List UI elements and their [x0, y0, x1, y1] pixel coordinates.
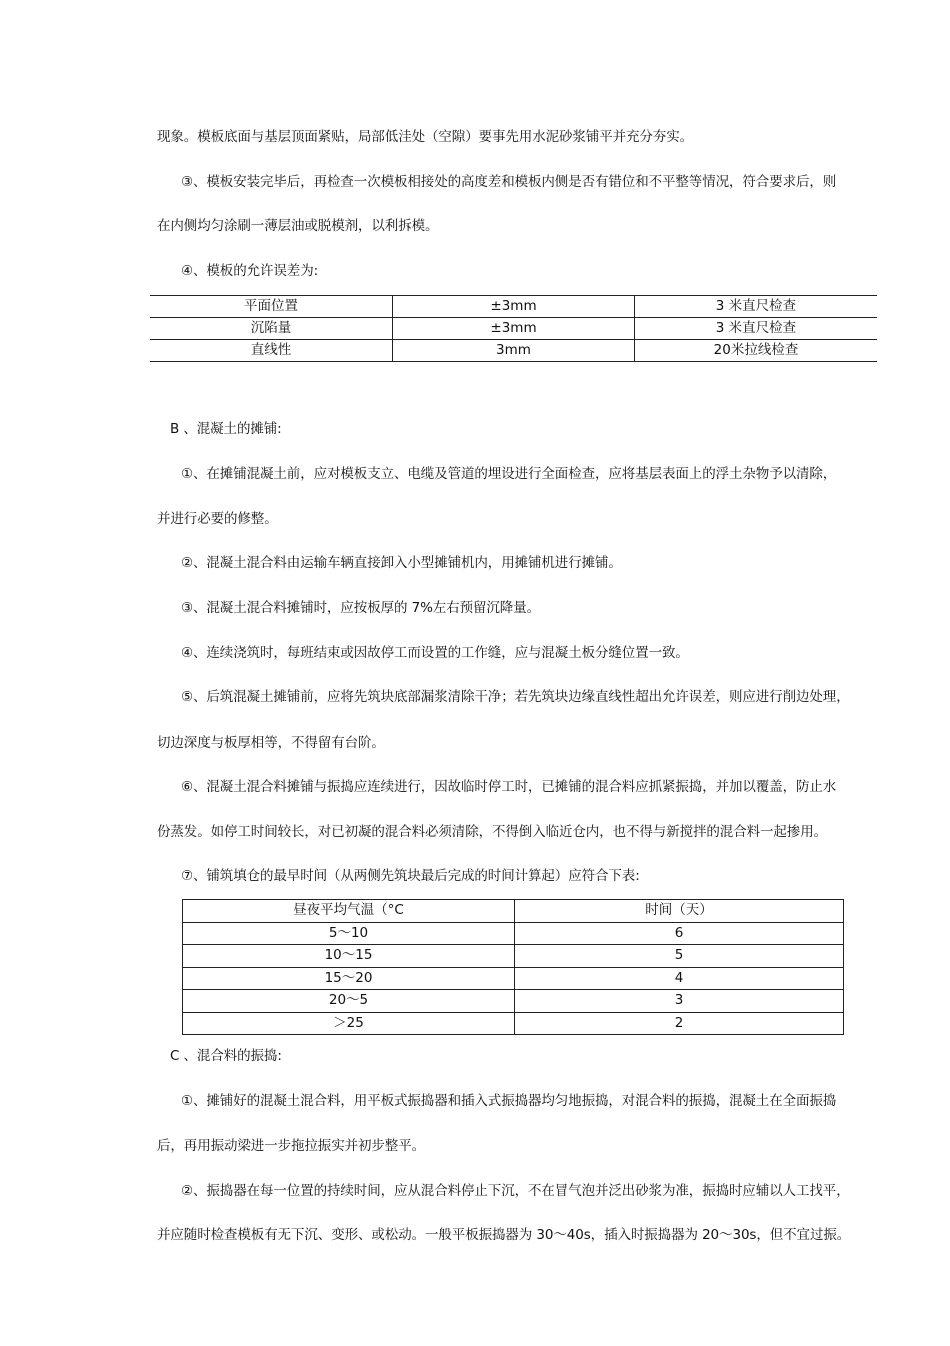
paragraph-line: ③、模板安装完毕后，再检查一次模板相接处的高度差和模板内侧是否有错位和不平整等情况，符合要求后，则: [181, 174, 837, 190]
table-cell: 直线性: [150, 340, 393, 362]
table-row: [183, 945, 844, 968]
paragraph-line: ②、混凝土混合料由运输车辆直接卸入小型摊铺机内，用摊铺机进行摊铺。: [181, 555, 622, 571]
table-row: [183, 922, 844, 945]
table-cell: 3mm: [393, 340, 635, 362]
table-cell: 10～15: [183, 945, 515, 968]
paragraph-line: 并应随时检查模板有无下沉、变形、或松动。一般平板振捣器为 30～40s，插入时振捣器为 20～30s，但不宜过振。: [157, 1227, 851, 1243]
paragraph-line: ①、摊铺好的混凝土混合料，用平板式振捣器和插入式振捣器均匀地振捣，对混合料的振捣，混凝土在全面振捣: [181, 1093, 837, 1109]
table-cell: 15～20: [183, 967, 515, 990]
table-cell: ＞25: [183, 1012, 515, 1035]
table-row: [150, 318, 877, 340]
paragraph-line: ②、振捣器在每一位置的持续时间，应从混合料停止下沉，不在冒气泡并泛出砂浆为准，振捣时应辅以人工找平，: [181, 1183, 850, 1199]
paragraph-line: ④、模板的允许误差为:: [181, 263, 319, 279]
paragraph-line: 在内侧均匀涂刷一薄层油或脱模剂，以利拆模。: [157, 218, 439, 234]
table-cell: ±3mm: [393, 296, 635, 318]
section-heading: C 、混合料的振捣:: [170, 1048, 282, 1064]
table-cell: 20～5: [183, 990, 515, 1013]
table-cell: 3 米直尺检查: [635, 296, 878, 318]
paragraph-line: 现象。模板底面与基层顶面紧贴，局部低洼处（空隙）要事先用水泥砂浆铺平并充分夯实。: [157, 129, 693, 145]
table-cell: ±3mm: [393, 318, 635, 340]
table-cell: 20米拉线检查: [635, 340, 878, 362]
table-row: [150, 340, 877, 362]
table-cell: 4: [515, 967, 844, 990]
table-header-row: [183, 900, 844, 923]
table-cell: 沉陷量: [150, 318, 393, 340]
paragraph-line: 后，再用振动梁进一步拖拉振实并初步整平。: [157, 1138, 425, 1154]
table-row: [183, 1012, 844, 1035]
table-cell: 6: [515, 922, 844, 945]
table-header-cell: 时间（天）: [515, 900, 844, 923]
paragraph-line: 切边深度与板厚相等，不得留有台阶。: [157, 735, 385, 751]
table-row: [183, 967, 844, 990]
table-cell: 5: [515, 945, 844, 968]
table-cell: 3: [515, 990, 844, 1013]
paragraph-line: ⑤、后筑混凝土摊铺前，应将先筑块底部漏浆清除干净；若先筑块边缘直线性超出允许误差，则应进行削边处理，: [181, 689, 850, 705]
paragraph-line: ⑥、混凝土混合料摊铺与振捣应连续进行，因故临时停工时，已摊铺的混合料应抓紧振捣，并加以覆盖，防止水: [181, 779, 837, 795]
paragraph-line: ④、连续浇筑时，每班结束或因故停工而设置的工作缝，应与混凝土板分缝位置一致。: [181, 645, 689, 661]
temperature-time-table: [182, 899, 844, 1035]
table-row: [183, 990, 844, 1013]
table-header-cell: 昼夜平均气温（°C: [183, 900, 515, 923]
paragraph-line: ③、混凝土混合料摊铺时，应按板厚的 7%左右预留沉降量。: [181, 600, 541, 616]
table-cell: 平面位置: [150, 296, 393, 318]
table-row: [150, 296, 877, 318]
paragraph-line: ①、在摊铺混凝土前，应对模板支立、电缆及管道的埋设进行全面检查，应将基层表面上的浮土杂物予以清除，: [181, 466, 837, 482]
section-heading: B 、混凝土的摊铺:: [170, 421, 282, 437]
paragraph-line: ⑦、铺筑填仓的最早时间（从两侧先筑块最后完成的时间计算起）应符合下表:: [181, 868, 640, 884]
paragraph-line: 份蒸发。如停工时间较长，对已初凝的混合料必须清除，不得倒入临近仓内，也不得与新搅拌的混合料一起掺用。: [157, 824, 827, 840]
table-cell: 2: [515, 1012, 844, 1035]
tolerance-table: [150, 295, 877, 362]
paragraph-line: 并进行必要的修整。: [157, 511, 278, 527]
table-cell: 3 米直尺检查: [635, 318, 878, 340]
table-cell: 5～10: [183, 922, 515, 945]
